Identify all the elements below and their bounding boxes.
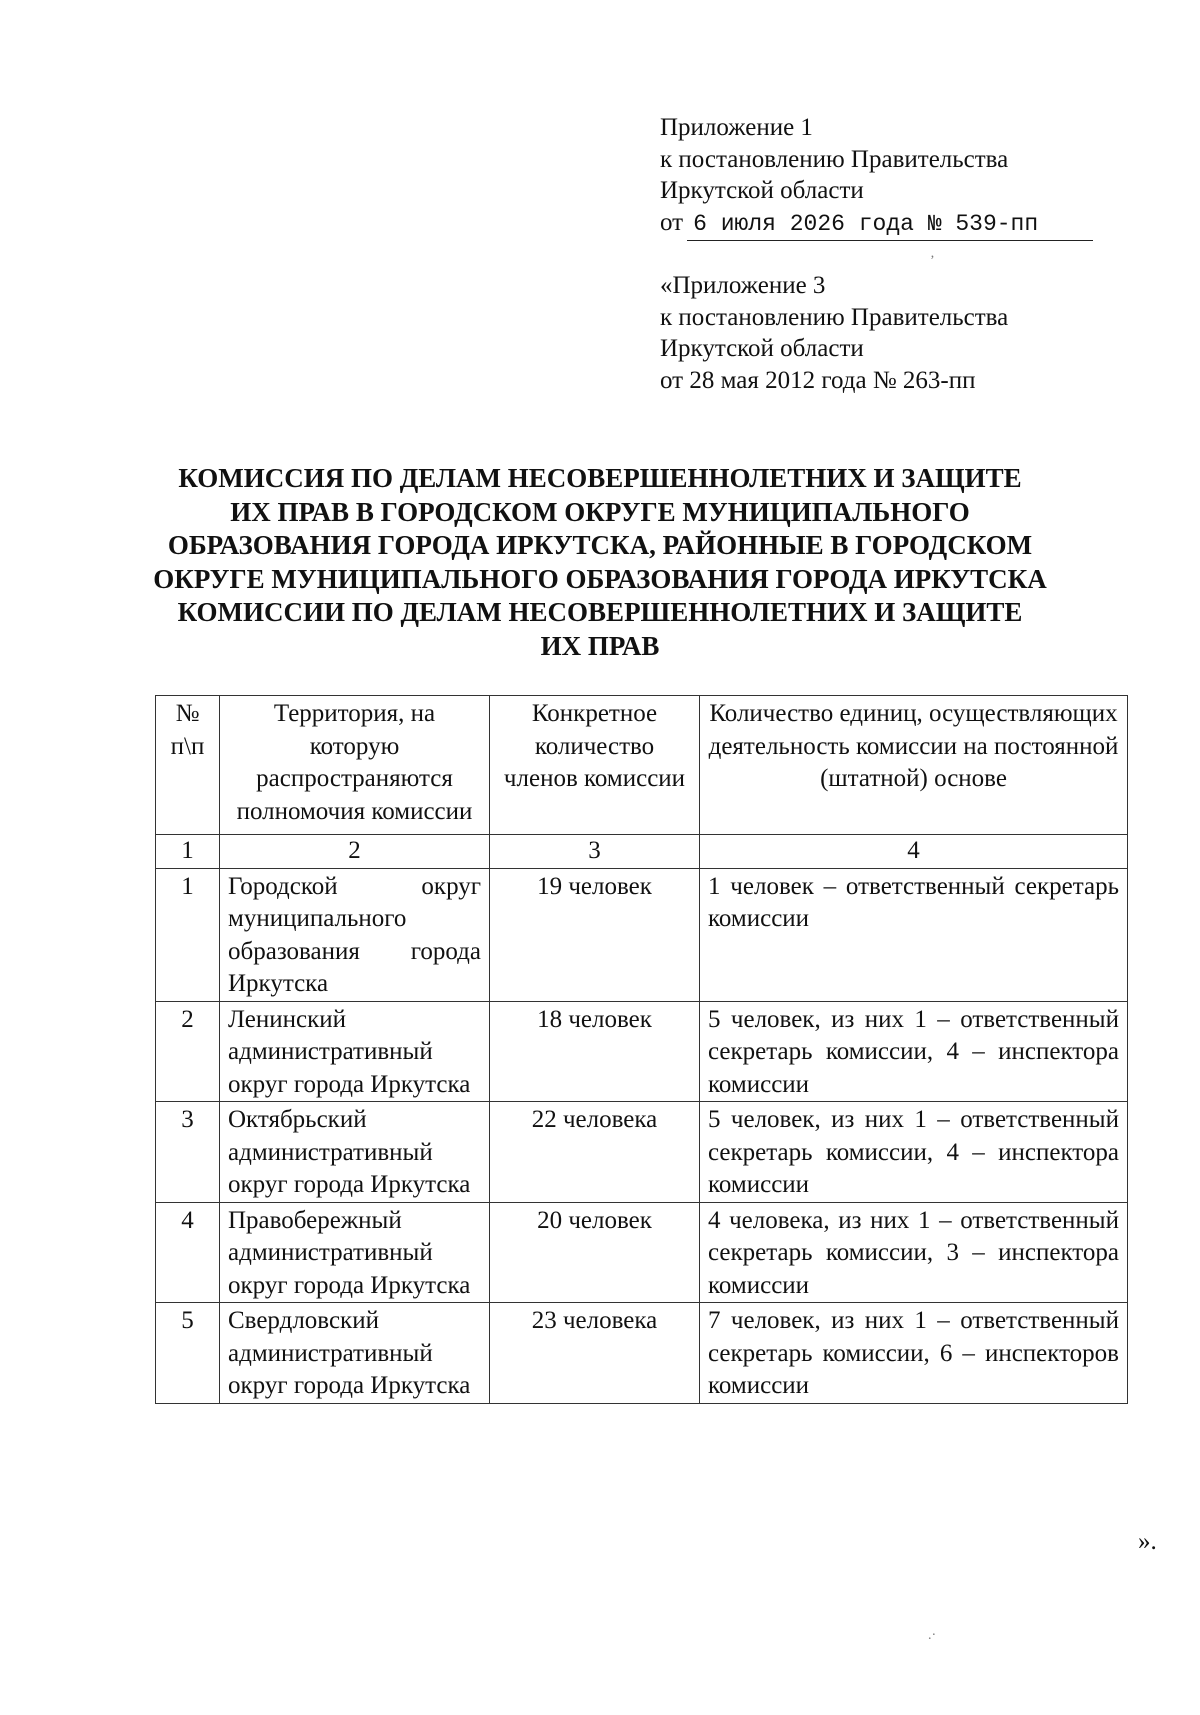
appendix-1-date-value: 6 июля 2026 года № 539-пп	[687, 209, 1093, 242]
row-members: 18 человек	[490, 1001, 700, 1102]
row-staff: 5 человек, из них 1 – ответственный секретарь комиссии, 4 – инспектора комиссии	[700, 1102, 1128, 1203]
scan-speck: ‚	[930, 246, 935, 261]
row-number: 1	[156, 868, 220, 1001]
row-staff: 5 человек, из них 1 – ответственный секретарь комиссии, 4 – инспектора комиссии	[700, 1001, 1128, 1102]
row-members: 23 человека	[490, 1303, 700, 1404]
row-number: 4	[156, 1202, 220, 1303]
scan-speck: .·	[928, 1628, 937, 1643]
title-line: ИХ ПРАВ	[540, 630, 660, 661]
column-number: 2	[220, 835, 490, 869]
appendix-3-title: «Приложение 3	[660, 272, 826, 299]
row-number: 2	[156, 1001, 220, 1102]
closing-quote-mark: ».	[1138, 1528, 1157, 1555]
table-row	[156, 1001, 1128, 1102]
appendix-1-date-line	[660, 207, 1160, 242]
table-row	[156, 1303, 1128, 1404]
column-number: 4	[700, 835, 1128, 869]
row-staff: 4 человека, из них 1 – ответственный секретарь комиссии, 3 – инспектора комиссии	[700, 1202, 1128, 1303]
appendix-1-line2: к постановлению Правительства	[660, 145, 1009, 173]
row-number: 3	[156, 1102, 220, 1203]
row-territory: Правобережный административный округ города Иркутска	[220, 1202, 490, 1303]
header-territory: Территория, на которую распространяются полномочия комиссии	[220, 696, 490, 835]
appendix-3-block	[660, 270, 1160, 396]
row-members: 22 человека	[490, 1102, 700, 1203]
row-members: 20 человек	[490, 1202, 700, 1303]
appendix-3-line4: от 28 мая 2012 года № 263-пп	[660, 366, 976, 394]
column-numbers-row	[156, 835, 1128, 869]
table-row	[156, 1202, 1128, 1303]
row-staff: 7 человек, из них 1 – ответственный секретарь комиссии, 6 – инспекторов комиссии	[700, 1303, 1128, 1404]
table-row	[156, 868, 1128, 1001]
title-line: КОМИССИИ ПО ДЕЛАМ НЕСОВЕРШЕННОЛЕТНИХ И ЗАЩИТЕ	[177, 597, 1023, 627]
row-members: 19 человек	[490, 868, 700, 1001]
title-line: КОМИССИЯ ПО ДЕЛАМ НЕСОВЕРШЕННОЛЕТНИХ И ЗАЩИТЕ	[178, 463, 1022, 493]
appendix-3-line2: к постановлению Правительства	[660, 303, 1009, 331]
header-number: № п\п	[156, 696, 220, 835]
row-number: 5	[156, 1303, 220, 1404]
appendix-1-line3: Иркутской области	[660, 177, 864, 204]
header-members: Конкретное количество членов комиссии	[490, 696, 700, 835]
column-number: 3	[490, 835, 700, 869]
row-territory: Ленинский административный округ города Иркутска	[220, 1001, 490, 1102]
table-header-row	[156, 696, 1128, 835]
row-territory: Городской округ муниципального образования города Иркутска	[220, 868, 490, 1001]
header-staff: Количество единиц, осуществляющих деятельность комиссии на постоянной (штатной) основе	[700, 696, 1128, 835]
row-territory: Октябрьский административный округ города Иркутска	[220, 1102, 490, 1203]
column-number: 1	[156, 835, 220, 869]
document-title	[150, 462, 1050, 663]
title-line: ОКРУГЕ МУНИЦИПАЛЬНОГО ОБРАЗОВАНИЯ ГОРОДА ИРКУТСКА	[153, 563, 1047, 594]
row-territory: Свердловский административный округ города Иркутска	[220, 1303, 490, 1404]
title-line: ИХ ПРАВ В ГОРОДСКОМ ОКРУГЕ МУНИЦИПАЛЬНОГО	[230, 496, 970, 527]
row-staff: 1 человек – ответственный секретарь комиссии	[700, 868, 1128, 1001]
commission-table	[155, 695, 1128, 1404]
appendix-1-date-prefix: от	[660, 208, 684, 236]
appendix-3-line3: Иркутской области	[660, 335, 864, 362]
appendix-1-block	[660, 112, 1160, 241]
table-row	[156, 1102, 1128, 1203]
appendix-1-title: Приложение 1	[660, 114, 813, 141]
title-line: ОБРАЗОВАНИЯ ГОРОДА ИРКУТСКА, РАЙОННЫЕ В ГОРОДСКОМ	[167, 530, 1033, 560]
